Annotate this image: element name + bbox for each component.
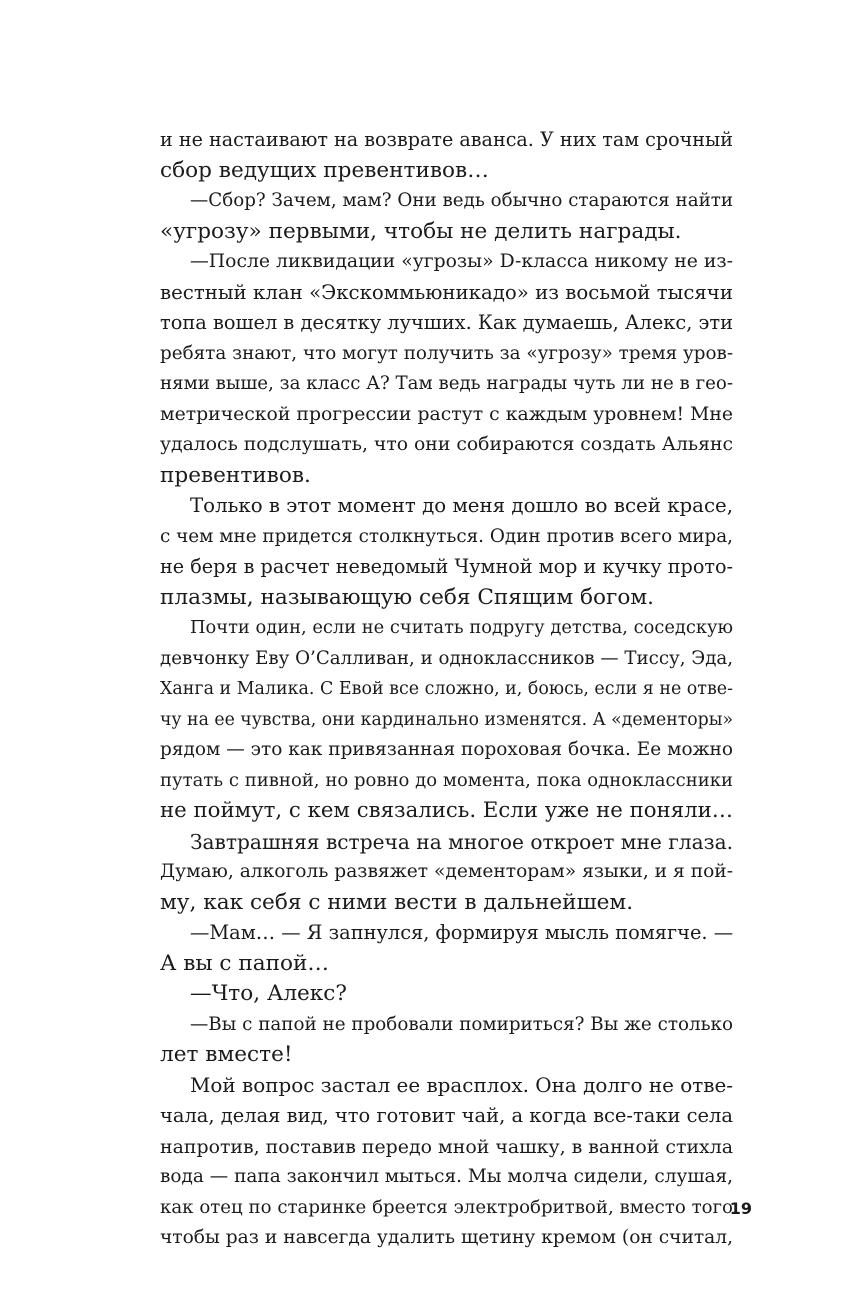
text-line: девчонку Еву О’Салливан, и одноклассников — Тиссу, Эда, xyxy=(160,647,734,669)
page-number: 19 xyxy=(729,1199,752,1218)
text-line: превентивов. xyxy=(160,462,311,488)
text-line: —После ликвидации «угрозы» D-класса никому не из- xyxy=(190,251,733,272)
text-line: рядом — это как привязанная пороховая бочка. Ее можно xyxy=(160,739,733,760)
text-line: топа вошел в десятку лучших. Как думаешь, Алекс, эти xyxy=(160,311,733,334)
text-line: вестный клан «Экскоммьюникадо» из восьмой тысячи xyxy=(160,280,733,304)
body-text xyxy=(160,125,733,1254)
text-line: чу на ее чувства, они кардинально изменятся. А «дементоры» xyxy=(160,709,734,730)
text-line: ребята знают, что могут получить за «угрозу» тремя уров- xyxy=(160,342,734,364)
text-line: Ханга и Малика. С Евой все сложно, и, боюсь, если я не отве- xyxy=(160,679,733,699)
text-line: напротив, поставив передо мной чашку, в ванной стихла xyxy=(160,1135,733,1158)
text-line: —Что, Алекс? xyxy=(190,981,347,1006)
text-line: метрической прогрессии растут с каждым уровнем! Мне xyxy=(160,403,733,425)
text-line: как отец по старинке бреется электробритвой, вместо того xyxy=(160,1196,733,1218)
text-line: лет вместе! xyxy=(160,1042,293,1067)
text-line: с чем мне придется столкнуться. Один против всего мира, xyxy=(160,525,733,547)
text-line: Думаю, алкоголь развяжет «дементорам» языки, и я пой- xyxy=(160,861,733,882)
text-line: «угрозу» первыми, чтобы не делить награды. xyxy=(160,218,682,244)
text-line: вода — папа закончил мыться. Мы молча сидели, слушая, xyxy=(160,1166,734,1187)
text-line: Почти один, если не считать подругу детства, соседскую xyxy=(190,617,733,638)
text-line: путать с пивной, но ровно до момента, пока одноклассники xyxy=(160,769,733,791)
text-line: сбор ведущих превентивов… xyxy=(160,157,489,183)
text-line: нями выше, за класс А? Там ведь награды чуть ли не в гео- xyxy=(160,373,733,394)
text-line: удалось подслушать, что они собираются создать Альянс xyxy=(160,434,733,455)
text-line: Только в этот момент до меня дошло во всей красе, xyxy=(190,494,733,517)
text-line: му, как себя с ними вести в дальнейшем. xyxy=(160,889,634,915)
text-line: чтобы раз и навсегда удалить щетину кремом (он считал, xyxy=(160,1227,733,1248)
text-line: и не настаивают на возврате аванса. У них там срочный xyxy=(160,128,733,151)
text-line: не поймут, с кем связались. Если уже не поняли… xyxy=(160,798,734,823)
text-line: —Вы с папой не пробовали помириться? Вы же столько xyxy=(190,1013,733,1035)
text-line: —Мам… — Я запнулся, формируя мысль помягче. — xyxy=(190,921,734,944)
text-line: А вы с папой… xyxy=(160,950,330,976)
text-line: чала, делая вид, что готовит чай, а когда все-таки села xyxy=(160,1104,733,1127)
text-line: —Сбор? Зачем, мам? Они ведь обычно стараются найти xyxy=(190,190,733,211)
text-line: плазмы, называющую себя Спящим богом. xyxy=(160,584,654,610)
text-line: Завтрашняя встреча на многое откроет мне глаза. xyxy=(190,829,733,854)
text-line: Мой вопрос застал ее врасплох. Она долго не отве- xyxy=(190,1073,733,1097)
text-line: не беря в расчет неведомый Чумной мор и кучку прото- xyxy=(160,555,733,578)
